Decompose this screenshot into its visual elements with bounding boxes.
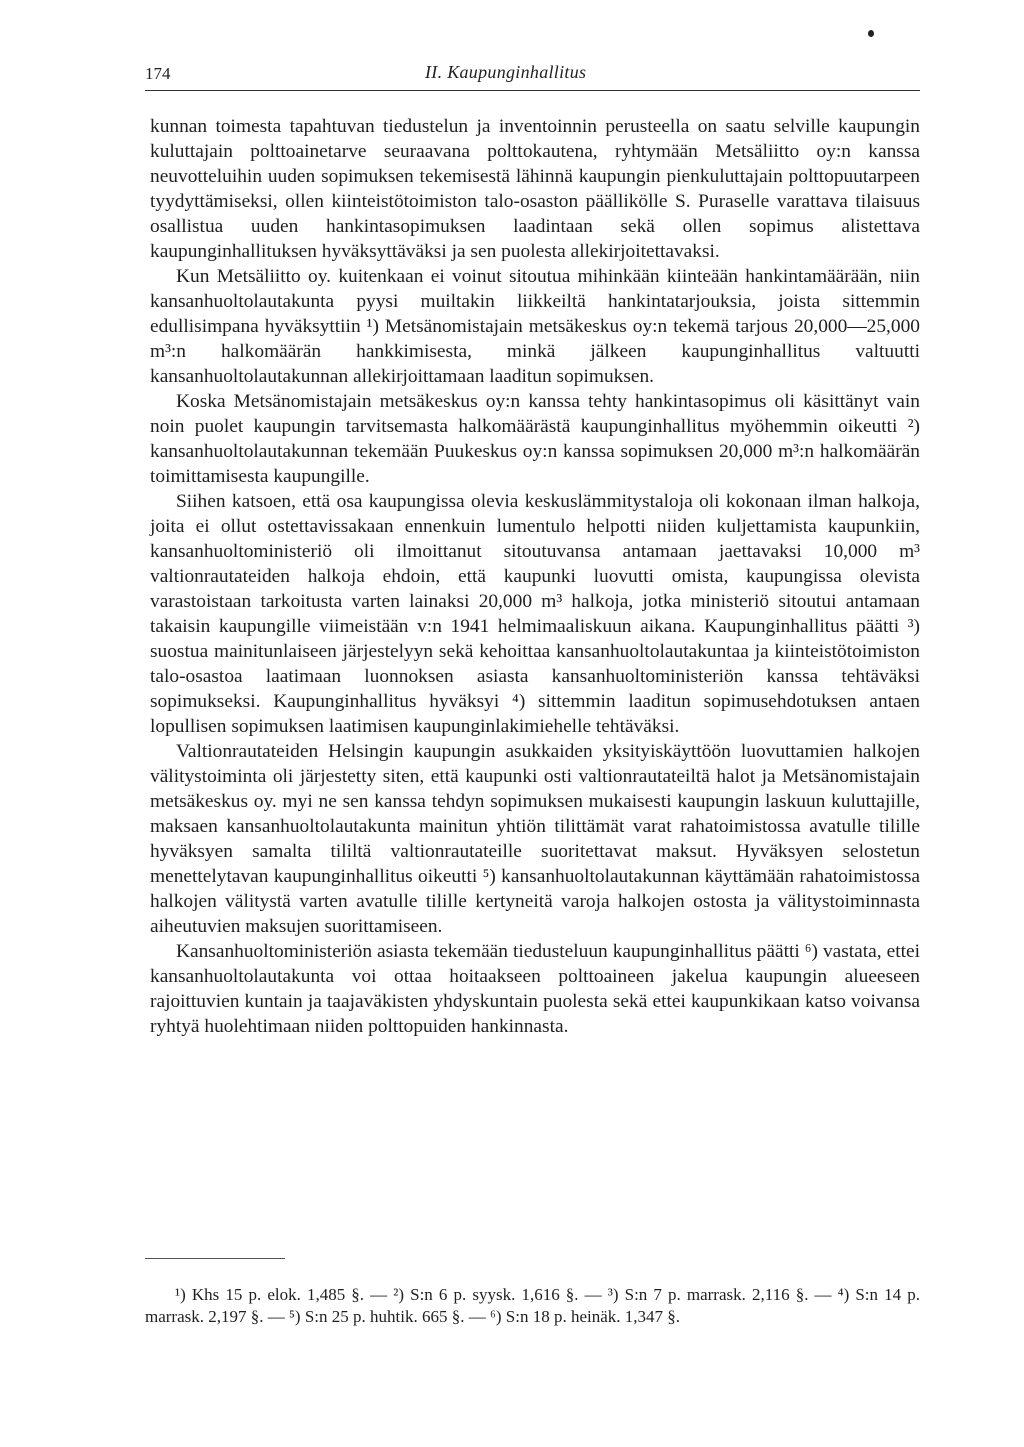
document-page bbox=[145, 0, 930, 1447]
footnote-divider bbox=[145, 1258, 285, 1259]
running-head: II. Kaupunginhallitus bbox=[425, 62, 587, 82]
paragraph-6: Kansanhuoltoministeriön asiasta tekemään tiedusteluun kaupunginhallitus päätti ⁶) vastata, ettei kansanhuoltolautakunta voi ottaa hoitaakseen polttoaineen jakelua kaupungin alueeseen rajoittuvien kuntain ja taajaväkisten yhdyskuntain puolesta sekä ettei kaupunkikaan katso voivansa ryhtyä huolehtimaan niiden polttopuiden hankinnasta. bbox=[150, 941, 920, 1037]
paragraph-4: Siihen katsoen, että osa kaupungissa olevia keskuslämmitystaloja oli kokonaan ilman halkoja, joita ei ollut ostettavissakaan ennenkuin lumentulo helpotti niiden kuljettamista kaupunkiin, kansanhuoltoministeriö oli ilmoittanut sitoutuvansa antamaan jaettavaksi 10,000 m³ valtionrautateiden halkoja ehdoin, että kaupunki luovutti omista, kaupungissa olevista varastoistaan tarkoitusta varten lainaksi 20,000 m³ halkoja, jotka ministeriö sitoutui antamaan takaisin kaupungille viimeistään v:n 1941 helmimaaliskuun aikana. Kaupunginhallitus päätti ³) suostua mainitunlaiseen järjestelyyn sekä kehoittaa kansanhuoltolautakuntaa ja kiinteistötoimiston talo-osastoa laatimaan luonnoksen asiasta kansanhuoltoministeriön kanssa tehtäväksi sopimukseksi. Kaupunginhallitus hyväksyi ⁴) sittemmin laaditun sopimusehdotuksen antaen lopullisen sopimuksen laatimisen kaupunginlakimiehelle tehtäväksi. bbox=[150, 491, 920, 737]
body-text bbox=[150, 114, 920, 1039]
paragraph-1: kunnan toimesta tapahtuvan tiedustelun ja inventoinnin perusteella on saatu selville kaupungin kuluttajain polttoainetarve seuraavana polttokautena, ryhtymään Metsäliitto oy:n kanssa neuvotteluihin uuden sopimuksen tekemisestä lähinnä kaupungin pienkuluttajain polttopuutarpeen tyydyttämiseksi, ollen kiinteistötoimiston talo-osaston päällikölle S. Puraselle varattava tilaisuus osallistua uuden hankintasopimuksen laadintaan sekä ollen sopimus alistettava kaupunginhallituksen hyväksyttäväksi ja sen puolesta allekirjoitettavaksi. bbox=[150, 116, 920, 262]
paragraph-2: Kun Metsäliitto oy. kuitenkaan ei voinut sitoutua mihinkään kiinteään hankintamäärään, niin kansanhuoltolautakunta pyysi muiltakin liikkeiltä hankintatarjouksia, joista sittemmin edullisimpana hyväksyttiin ¹) Metsänomistajain metsäkeskus oy:n tekemä tarjous 20,000—25,000 m³:n halkomäärän hankkimisesta, minkä jälkeen kaupunginhallitus valtuutti kansanhuoltolautakunnan allekirjoittamaan laaditun sopimuksen. bbox=[150, 266, 920, 387]
footnotes bbox=[145, 1284, 920, 1328]
page-number: 174 bbox=[145, 64, 171, 83]
footnote-text: ¹) Khs 15 p. elok. 1,485 §. — ²) S:n 6 p. syysk. 1,616 §. — ³) S:n 7 p. marrask. 2,116 §. — ⁴) S:n 14 p. marrask. 2,197 §. — ⁵) S:n 25 p. huhtik. 665 §. — ⁶) S:n 18 p. heinäk. 1,347 §. bbox=[145, 1285, 920, 1326]
paragraph-5: Valtionrautateiden Helsingin kaupungin asukkaiden yksityiskäyttöön luovuttamien halkojen välitystoiminta oli järjestetty siten, että kaupunki osti valtionrautateiltä halot ja Metsänomistajain metsäkeskus oy. myi ne sen kanssa tehdyn sopimuksen mukaisesti kaupungin laskuun kuluttajille, maksaen kansanhuoltolautakunta mainitun yhtiön tilittämät varat rahatoimistossa avatulle tilille hyväksyen samalta tililtä valtionrautateille suoritettavat maksut. Hyväksyen selostetun menettelytavan kaupunginhallitus oikeutti ⁵) kansanhuoltolautakunnan käyttämään rahatoimistossa halkojen välitystä varten avatulle tilille kertyneitä varoja halkojen ostosta ja välitystoiminnasta aiheutuvien maksujen suorittamiseen. bbox=[150, 741, 920, 937]
page-header bbox=[145, 62, 920, 91]
paragraph-3: Koska Metsänomistajain metsäkeskus oy:n kanssa tehty hankintasopimus oli käsittänyt vain noin puolet kaupungin tarvitsemasta halkomäärästä kaupunginhallitus myöhemmin oikeutti ²) kansanhuoltolautakunnan tekemään Puukeskus oy:n kanssa sopimuksen 20,000 m³:n halkomäärän toimittamisesta kaupungille. bbox=[150, 391, 920, 487]
